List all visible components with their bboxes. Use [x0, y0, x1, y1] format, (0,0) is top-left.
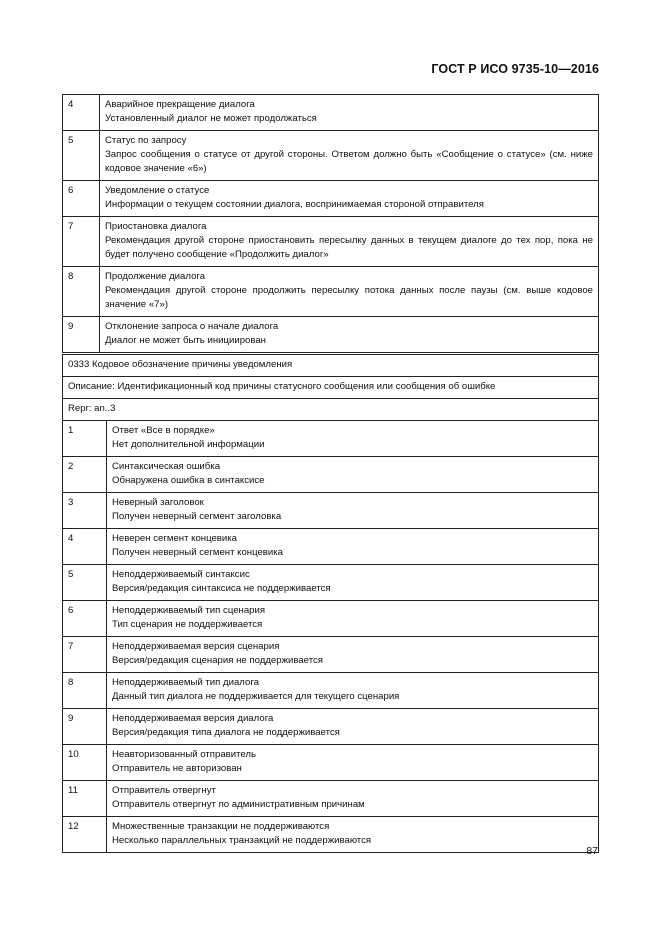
code-cell: 6	[63, 601, 107, 637]
code-cell: 5	[63, 565, 107, 601]
meaning-cell	[107, 673, 599, 709]
meaning-cell	[107, 493, 599, 529]
element-description: Описание: Идентификационный код причины статусного сообщения или сообщения об ошибке	[63, 377, 599, 399]
notification-reason-code-table	[62, 354, 599, 853]
meaning-cell	[107, 709, 599, 745]
table-row	[63, 673, 599, 709]
code-title: Неавторизованный отправитель	[112, 749, 257, 760]
code-title: Ответ «Все в порядке»	[112, 425, 215, 436]
code-cell: 1	[63, 421, 107, 457]
code-description: Несколько параллельных транзакций не поддерживаются	[112, 835, 372, 846]
code-description: Получен неверный сегмент концевика	[112, 547, 284, 558]
code-description: Отправитель отвергнут по административным причинам	[112, 799, 365, 810]
code-cell: 7	[63, 637, 107, 673]
code-title: Неподдерживаемая версия диалога	[112, 713, 274, 724]
meaning-cell	[100, 317, 599, 353]
code-description: Версия/редакция синтаксиса не поддерживается	[112, 583, 331, 594]
page-number: 87	[586, 845, 598, 857]
element-representation: Repr: an..3	[63, 399, 599, 421]
code-description: Рекомендация другой стороне приостановить пересылку данных в текущем диалоге до тех пор, пока не будет получено сообщение «Продолжить диалог»	[105, 235, 593, 260]
table-row	[63, 781, 599, 817]
code-description: Нет дополнительной информации	[112, 439, 265, 450]
table-row	[63, 817, 599, 853]
table-repr-row	[63, 399, 599, 421]
code-description: Диалог не может быть инициирован	[105, 335, 266, 346]
code-description: Информации о текущем состоянии диалога, воспринимаемая стороной отправителя	[105, 199, 484, 210]
code-cell: 10	[63, 745, 107, 781]
code-description: Установленный диалог не может продолжаться	[105, 113, 317, 124]
code-cell: 4	[63, 529, 107, 565]
code-description: Запрос сообщения о статусе от другой стороны. Ответом должно быть «Сообщение о статусе» (см. ниже кодовое значение «6»)	[105, 149, 593, 174]
code-values-table-continued	[62, 94, 599, 353]
code-title: Аварийное прекращение диалога	[105, 99, 255, 110]
meaning-cell	[100, 131, 599, 181]
table-row	[63, 217, 599, 267]
code-cell: 2	[63, 457, 107, 493]
meaning-cell	[107, 565, 599, 601]
code-title: Неверен сегмент концевика	[112, 533, 238, 544]
code-title: Множественные транзакции не поддерживаются	[112, 821, 330, 832]
table-row	[63, 709, 599, 745]
code-description: Рекомендация другой стороне продолжить пересылку потока данных после паузы (см. выше кодовое значение «7»)	[105, 285, 593, 310]
code-title: Уведомление о статусе	[105, 185, 210, 196]
code-cell: 5	[63, 131, 100, 181]
table-row	[63, 529, 599, 565]
table-row	[63, 267, 599, 317]
code-cell: 11	[63, 781, 107, 817]
meaning-cell	[107, 745, 599, 781]
meaning-cell	[107, 637, 599, 673]
table-row	[63, 317, 599, 353]
table-heading-row	[63, 355, 599, 377]
code-cell: 9	[63, 317, 100, 353]
meaning-cell	[107, 421, 599, 457]
meaning-cell	[107, 601, 599, 637]
code-cell: 12	[63, 817, 107, 853]
table-row	[63, 421, 599, 457]
meaning-cell	[100, 95, 599, 131]
table-row	[63, 637, 599, 673]
code-title: Неподдерживаемый синтаксис	[112, 569, 250, 580]
code-cell: 3	[63, 493, 107, 529]
meaning-cell	[107, 457, 599, 493]
meaning-cell	[100, 267, 599, 317]
code-cell: 9	[63, 709, 107, 745]
code-title: Отклонение запроса о начале диалога	[105, 321, 279, 332]
code-description: Версия/редакция сценария не поддерживается	[112, 655, 323, 666]
table-row	[63, 745, 599, 781]
code-cell: 8	[63, 267, 100, 317]
code-description: Данный тип диалога не поддерживается для текущего сценария	[112, 691, 400, 702]
code-title: Продолжение диалога	[105, 271, 206, 282]
code-description: Обнаружена ошибка в синтаксисе	[112, 475, 265, 486]
meaning-cell	[107, 781, 599, 817]
document-code-header: ГОСТ Р ИСО 9735-10—2016	[431, 62, 599, 76]
code-description: Отправитель не авторизован	[112, 763, 242, 774]
code-title: Статус по запросу	[105, 135, 187, 146]
meaning-cell	[100, 217, 599, 267]
code-title: Отправитель отвергнут	[112, 785, 216, 796]
code-title: Приостановка диалога	[105, 221, 207, 232]
code-description: Получен неверный сегмент заголовка	[112, 511, 282, 522]
code-title: Неподдерживаемая версия сценария	[112, 641, 280, 652]
table-row	[63, 131, 599, 181]
code-cell: 7	[63, 217, 100, 267]
element-heading: 0333 Кодовое обозначение причины уведомления	[63, 355, 599, 377]
table-row	[63, 95, 599, 131]
code-cell: 6	[63, 181, 100, 217]
table-row	[63, 181, 599, 217]
code-cell: 4	[63, 95, 100, 131]
table-row	[63, 493, 599, 529]
code-title: Неподдерживаемый тип диалога	[112, 677, 259, 688]
code-description: Тип сценария не поддерживается	[112, 619, 263, 630]
code-description: Версия/редакция типа диалога не поддерживается	[112, 727, 340, 738]
code-title: Неподдерживаемый тип сценария	[112, 605, 266, 616]
table-row	[63, 565, 599, 601]
meaning-cell	[100, 181, 599, 217]
code-cell: 8	[63, 673, 107, 709]
meaning-cell	[107, 529, 599, 565]
code-title: Неверный заголовок	[112, 497, 204, 508]
table-row	[63, 457, 599, 493]
table-description-row	[63, 377, 599, 399]
table-row	[63, 601, 599, 637]
meaning-cell	[107, 817, 599, 853]
code-title: Синтаксическая ошибка	[112, 461, 221, 472]
